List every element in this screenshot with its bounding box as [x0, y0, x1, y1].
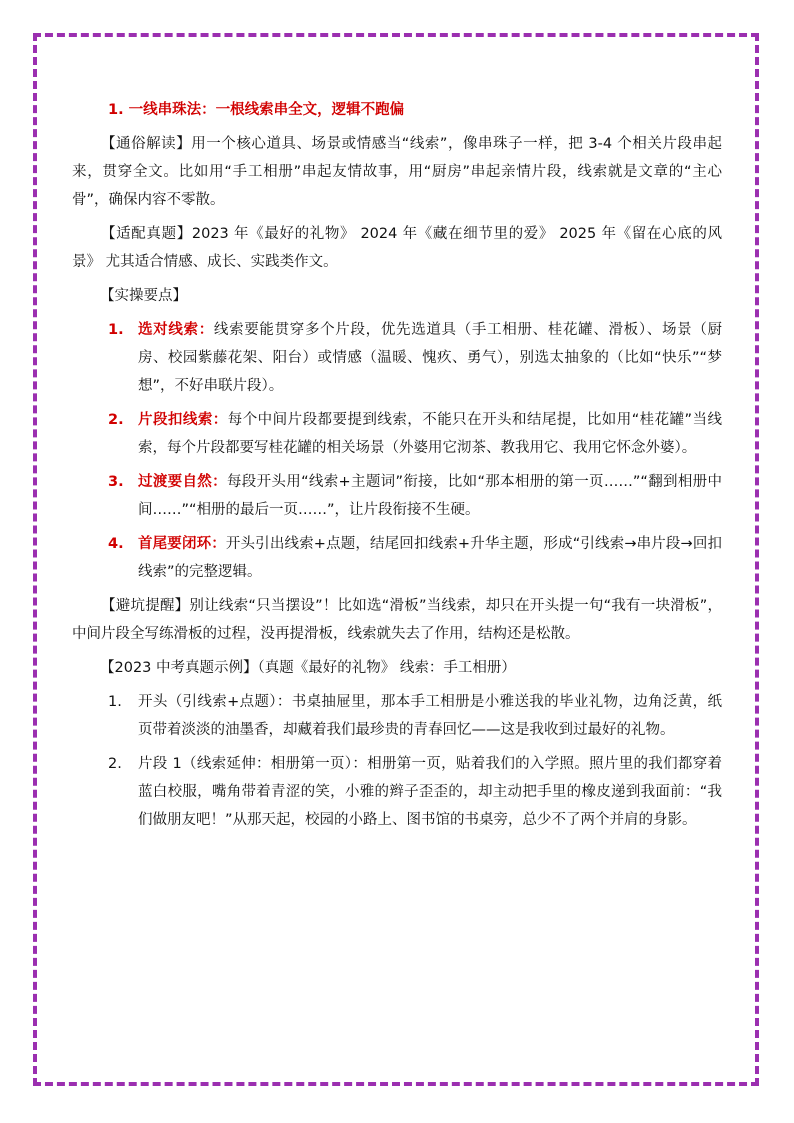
- warning-text: 别让线索“只当摆设”！比如选“滑板”当线索，却只在开头提一句“我有一块滑板”，中间片段全写练滑板的过程，没再提滑板，线索就失去了作用，结构还是松散。: [72, 598, 722, 642]
- intro-text: 用一个核心道具、场景或情感当“线索”，像串珠子一样，把 3-4 个相关片段串起来，贯穿全文。比如用“手工相册”串起友情故事，用“厨房”串起亲情片段，线索就是文章的“主心骨”，确保内容不零散。: [72, 136, 722, 208]
- example-number: 2.: [108, 756, 122, 772]
- example-text: 片段 1（线索延伸：相册第一页）：相册第一页，贴着我们的入学照。照片里的我们都穿着蓝白校服，嘴角带着青涩的笑，小雅的辫子歪歪的，却主动把手里的橡皮递到我面前：“我们做朋友吧！”从那天起，校园的小路上、图书馆的书桌旁，总少不了两个并肩的身影。: [138, 756, 722, 828]
- exam-text: 2023 年《最好的礼物》 2024 年《藏在细节里的爱》 2025 年《留在心底的风景》 尤其适合情感、成长、实践类作文。: [72, 226, 722, 270]
- key-point-title: 选对线索：: [138, 322, 214, 338]
- key-point-text: 线索要能贯穿多个片段，优先选道具（手工相册、桂花罐、滑板）、场景（厨房、校园紫藤花架、阳台）或情感（温暖、愧疚、勇气），别选太抽象的（比如“快乐”“梦想”，不好串联片段）。: [138, 322, 722, 394]
- document-body: [72, 96, 722, 840]
- key-point-number: 2.: [108, 412, 124, 428]
- key-point-number: 3.: [108, 474, 124, 490]
- key-point-item: [72, 468, 722, 524]
- key-point-title: 首尾要闭环：: [138, 536, 226, 552]
- key-point-item: [72, 530, 722, 586]
- warning-paragraph: [72, 592, 722, 648]
- key-point-text: 每个中间片段都要提到线索，不能只在开头和结尾提，比如用“桂花罐”当线索，每个片段都要写桂花罐的相关场景（外婆用它沏茶、教我用它、我用它怀念外婆）。: [138, 412, 722, 456]
- example-label: 【2023 中考真题示例】（真题《最好的礼物》 线索：手工相册）: [100, 660, 516, 676]
- key-point-number: 1.: [108, 322, 124, 338]
- exam-paragraph: [72, 220, 722, 276]
- example-number: 1.: [108, 694, 122, 710]
- key-point-title: 过渡要自然：: [138, 474, 227, 490]
- section-heading: 1. 一线串珠法：一根线索串全文，逻辑不跑偏: [108, 102, 405, 118]
- example-text: 开头（引线索+点题）：书桌抽屉里，那本手工相册是小雅送我的毕业礼物，边角泛黄，纸页带着淡淡的油墨香，却藏着我们最珍贵的青春回忆——这是我收到过最好的礼物。: [138, 694, 722, 738]
- warning-tag: 【避坑提醒】: [101, 598, 190, 614]
- key-point-item: [72, 406, 722, 462]
- example-item: [72, 688, 722, 744]
- key-point-text: 每段开头用“线索+主题词”衔接，比如“那本相册的第一页……”“翻到相册中间……”“相册的最后一页……”，让片段衔接不生硬。: [138, 474, 723, 518]
- key-point-text: 开头引出线索+点题，结尾回扣线索+升华主题，形成“引线索→串片段→回扣线索”的完整逻辑。: [138, 536, 723, 580]
- key-points-label: 【实操要点】: [100, 288, 187, 304]
- intro-tag: 【通俗解读】: [101, 136, 192, 152]
- intro-paragraph: [72, 130, 722, 214]
- key-point-item: [72, 316, 722, 400]
- example-item: [72, 750, 722, 834]
- key-point-number: 4.: [108, 536, 124, 552]
- key-point-title: 片段扣线索：: [138, 412, 228, 428]
- exam-tag: 【适配真题】: [101, 226, 192, 242]
